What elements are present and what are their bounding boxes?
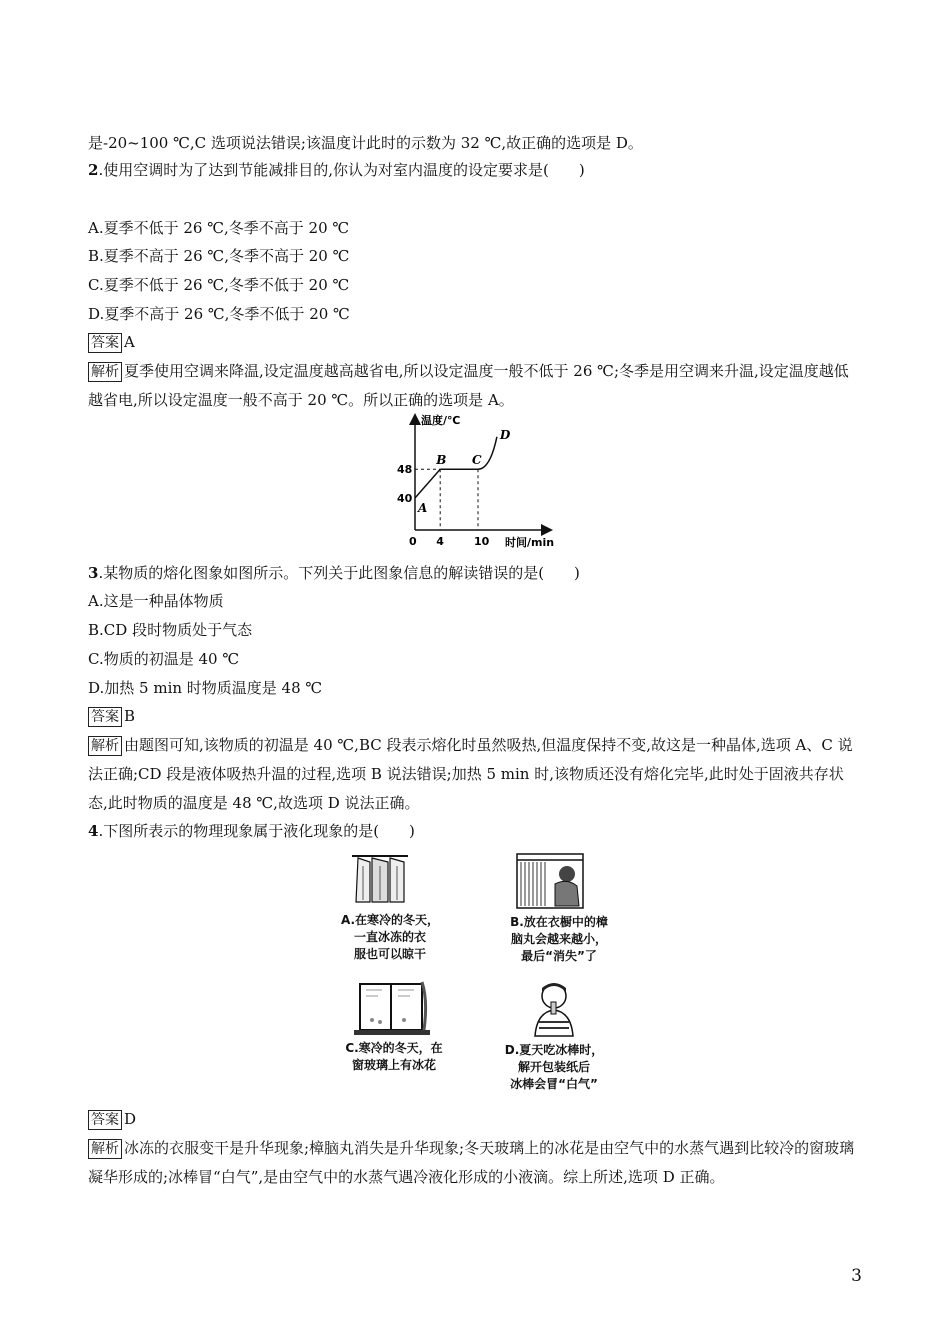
q3-option-c: C.物质的初温是 40 ℃	[88, 650, 240, 668]
q2-option-d: D.夏季不高于 26 ℃,冬季不低于 20 ℃	[88, 305, 350, 323]
q4-number: 4	[88, 822, 99, 840]
analysis-tag: 解析	[88, 362, 122, 382]
q3-analysis-text: 由题图可知,该物质的初温是 40 ℃,BC 段表示熔化时虽然吸热,但温度保持不变,故这是一种晶体,选项 A、C 说法正确;CD 段是液体吸热升温的过程,选项 B 说法错误;加热 5 min 时,该物质还没有熔化完毕,此时处于固液共存状态,此时物质的温度是 48 ℃,故选项 D 说法正确。	[88, 736, 853, 812]
segment-ab	[415, 469, 440, 498]
q2-answer-value: A	[124, 333, 135, 351]
q3-stem-text: .某物质的熔化图象如图所示。下列关于此图象信息的解读错误的是( )	[98, 564, 580, 582]
answer-tag: 答案	[88, 707, 122, 727]
q3-answer	[88, 705, 135, 727]
answer-tag: 答案	[88, 1110, 122, 1130]
q4-answer	[88, 1108, 136, 1130]
answer-tag: 答案	[88, 333, 122, 353]
point-label-A: A	[418, 501, 428, 515]
point-label-C: C	[472, 453, 482, 468]
y-tick-label-48: 48	[397, 463, 413, 477]
picture-d-boy-eating-ice-pop	[527, 980, 581, 1038]
x-tick-label-10: 10	[474, 535, 490, 548]
continuation-text: 是-20~100 ℃,C 选项说法错误;该温度计此时的示数为 32 ℃,故正确的选项是 D。	[88, 134, 643, 152]
q4-answer-value: D	[124, 1110, 137, 1128]
analysis-tag: 解析	[88, 736, 122, 756]
y-axis-label: 温度/℃	[421, 414, 461, 427]
q2-stem	[88, 159, 585, 181]
q2-answer	[88, 331, 135, 353]
point-label-B: B	[436, 453, 447, 468]
analysis-tag: 解析	[88, 1139, 122, 1159]
x-tick-label-4: 4	[436, 535, 444, 548]
picture-b-caption: B.放在衣橱中的樟 脑丸会越来越小， 最后“消失”了	[510, 915, 608, 963]
q2-stem-text: .使用空调时为了达到节能减排目的,你认为对室内温度的设定要求是( )	[98, 161, 585, 179]
x-tick-0: 0	[409, 535, 417, 548]
picture-c-frosted-window	[352, 980, 432, 1036]
q2-analysis	[88, 357, 863, 415]
x-axis-label: 时间/min	[505, 536, 555, 549]
page-number: 3	[851, 1266, 862, 1286]
q2-option-c: C.夏季不低于 26 ℃,冬季不低于 20 ℃	[88, 276, 350, 294]
q4-stem-text: .下图所表示的物理现象属于液化现象的是( )	[98, 822, 415, 840]
q3-option-a: A.这是一种晶体物质	[88, 592, 224, 610]
q4-analysis	[88, 1134, 863, 1192]
picture-c-caption: C.寒冷的冬天，在 窗玻璃上有冰花	[345, 1041, 443, 1072]
q2-option-b: B.夏季不高于 26 ℃,冬季不高于 20 ℃	[88, 247, 350, 265]
q3-analysis	[88, 731, 863, 818]
picture-b-wardrobe	[515, 852, 585, 910]
point-label-D: D	[499, 427, 511, 442]
q2-option-a: A.夏季不低于 26 ℃,冬季不高于 20 ℃	[88, 219, 350, 237]
picture-a-caption: A.在寒冷的冬天， 一直冰冻的衣 服也可以晾干	[340, 913, 440, 961]
q3-answer-value: B	[124, 707, 136, 725]
q3-number: 3	[88, 564, 99, 582]
q3-option-b: B.CD 段时物质处于气态	[88, 621, 253, 639]
q4-stem	[88, 820, 415, 842]
picture-a-frozen-clothes	[350, 852, 410, 907]
q2-number: 2	[88, 161, 99, 179]
q2-analysis-text: 夏季使用空调来降温,设定温度越高越省电,所以设定温度一般不低于 26 ℃;冬季是用空调来升温,设定温度越低越省电,所以设定温度一般不高于 20 ℃。所以正确的选项是 A。	[88, 362, 849, 409]
picture-d-caption: D.夏天吃冰棒时， 解开包装纸后 冰棒会冒“白气”	[504, 1043, 604, 1091]
q3-stem	[88, 562, 580, 584]
q3-option-d: D.加热 5 min 时物质温度是 48 ℃	[88, 679, 323, 697]
y-tick-label-40: 40	[397, 492, 413, 505]
q4-analysis-text: 冰冻的衣服变干是升华现象;樟脑丸消失是升华现象;冬天玻璃上的冰花是由空气中的水蒸气遇到比较冷的窗玻璃凝华形成的;冰棒冒“白气”,是由空气中的水蒸气遇冷液化形成的小液滴。综上所述,选项 D 正确。	[88, 1139, 855, 1186]
melting-curve-chart	[385, 408, 565, 553]
